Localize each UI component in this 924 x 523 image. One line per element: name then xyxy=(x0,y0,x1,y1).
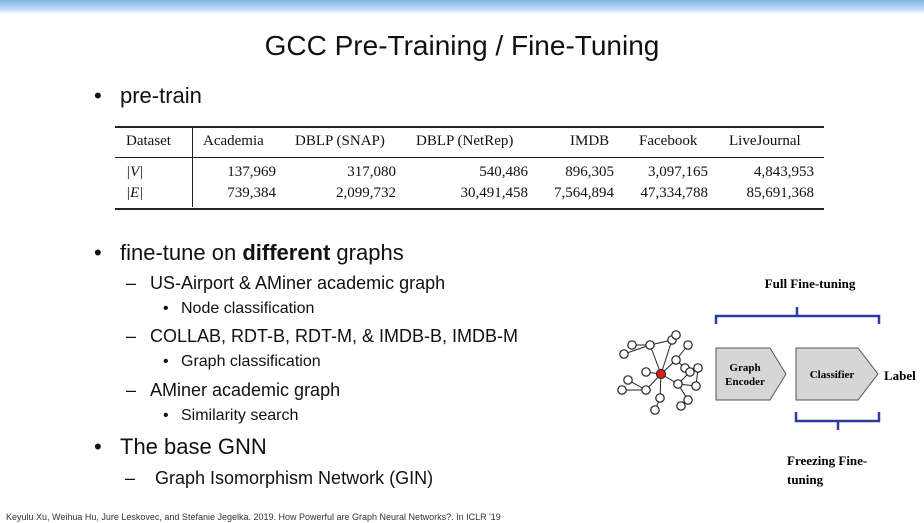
table-cell: 85,691,368 xyxy=(746,185,814,201)
graph-node xyxy=(628,341,636,349)
encoder-label-line2: Encoder xyxy=(725,376,765,388)
finetune-prefix: fine-tune on xyxy=(120,240,243,265)
table-row-label: |E| xyxy=(126,185,144,201)
finetune-item-text: COLLAB, RDT-B, RDT-M, & IMDB-B, IMDB-M xyxy=(150,326,519,346)
encoder-arrow xyxy=(716,348,786,400)
table-header: IMDB xyxy=(570,133,610,149)
graph-node xyxy=(672,331,680,339)
finetune-subitem-text: Similarity search xyxy=(181,407,299,424)
graph-node xyxy=(642,368,650,376)
dash-marker: – xyxy=(125,468,136,488)
full-finetune-bracket xyxy=(716,307,879,324)
base-gnn-label: The base GNN xyxy=(120,434,267,459)
dash-marker: – xyxy=(126,273,137,293)
freeze-label-line2: tuning xyxy=(787,472,824,487)
table-header: LiveJournal xyxy=(729,133,801,149)
base-gnn-item-text: Graph Isomorphism Network (GIN) xyxy=(155,468,434,488)
bullet-dot: • xyxy=(163,407,169,424)
graph-node xyxy=(677,402,685,410)
table-header: DBLP (NetRep) xyxy=(416,133,514,149)
graph-node xyxy=(624,376,632,384)
graph-node xyxy=(692,382,700,390)
graph-node xyxy=(651,406,659,414)
bullet-dot: • xyxy=(94,240,102,265)
table-header: Academia xyxy=(203,133,264,149)
slide-title: GCC Pre-Training / Fine-Tuning xyxy=(264,30,660,61)
freeze-bracket xyxy=(796,412,879,430)
graph-node xyxy=(618,386,626,394)
graph-node xyxy=(684,341,692,349)
bullet-dot: • xyxy=(94,434,102,459)
finetune-subitem-text: Node classification xyxy=(181,300,315,317)
full-finetune-label: Full Fine-tuning xyxy=(764,276,856,291)
dash-marker: – xyxy=(126,380,137,400)
graph-node xyxy=(686,368,694,376)
bullet-dot: • xyxy=(94,83,102,108)
table-cell: 896,305 xyxy=(565,164,614,180)
table-cell: 30,491,458 xyxy=(460,185,528,201)
table-cell: 2,099,732 xyxy=(336,185,396,201)
table-row-label: |V| xyxy=(126,164,144,180)
graph-node xyxy=(646,341,654,349)
graph-node xyxy=(694,364,702,372)
graph-node xyxy=(656,394,664,402)
table-cell: 317,080 xyxy=(347,164,396,180)
bullet-dot: • xyxy=(163,353,169,370)
freeze-label-line1: Freezing Fine- xyxy=(787,453,868,468)
graph-node xyxy=(684,396,692,404)
output-label: Label xyxy=(884,368,916,383)
table-cell: 137,969 xyxy=(227,164,276,180)
table-header: Dataset xyxy=(126,133,171,149)
graph-center-node xyxy=(656,369,665,378)
finetune-item-text: US-Airport & AMiner academic graph xyxy=(150,273,446,293)
finetune-subitem-text: Graph classification xyxy=(181,353,321,370)
footnote-citation: Keyulu Xu, Weihua Hu, Jure Leskovec, and Stefanie Jegelka. 2019. How Powerful are Graph Neural Networks?. In ICLR '19 xyxy=(6,512,501,522)
table-cell: 4,843,953 xyxy=(754,164,814,180)
table-cell: 540,486 xyxy=(479,164,528,180)
dash-marker: – xyxy=(126,326,137,346)
finetune-suffix: graphs xyxy=(330,240,404,265)
table-header: Facebook xyxy=(639,133,698,149)
graph-node xyxy=(674,380,682,388)
graph-node xyxy=(620,350,628,358)
finetune-item-text: AMiner academic graph xyxy=(150,380,341,400)
table-cell: 739,384 xyxy=(227,185,276,201)
table-cell: 47,334,788 xyxy=(640,185,708,201)
bullet-pretrain-label: pre-train xyxy=(120,83,202,108)
classifier-label: Classifier xyxy=(809,369,855,381)
finetune-bold: different xyxy=(242,240,331,265)
table-cell: 7,564,894 xyxy=(554,185,614,201)
graph-node xyxy=(642,386,650,394)
bullet-dot: • xyxy=(163,300,169,317)
graph-node xyxy=(672,356,680,364)
encoder-label-line1: Graph xyxy=(729,362,761,374)
table-header: DBLP (SNAP) xyxy=(295,133,385,149)
table-cell: 3,097,165 xyxy=(648,164,708,180)
